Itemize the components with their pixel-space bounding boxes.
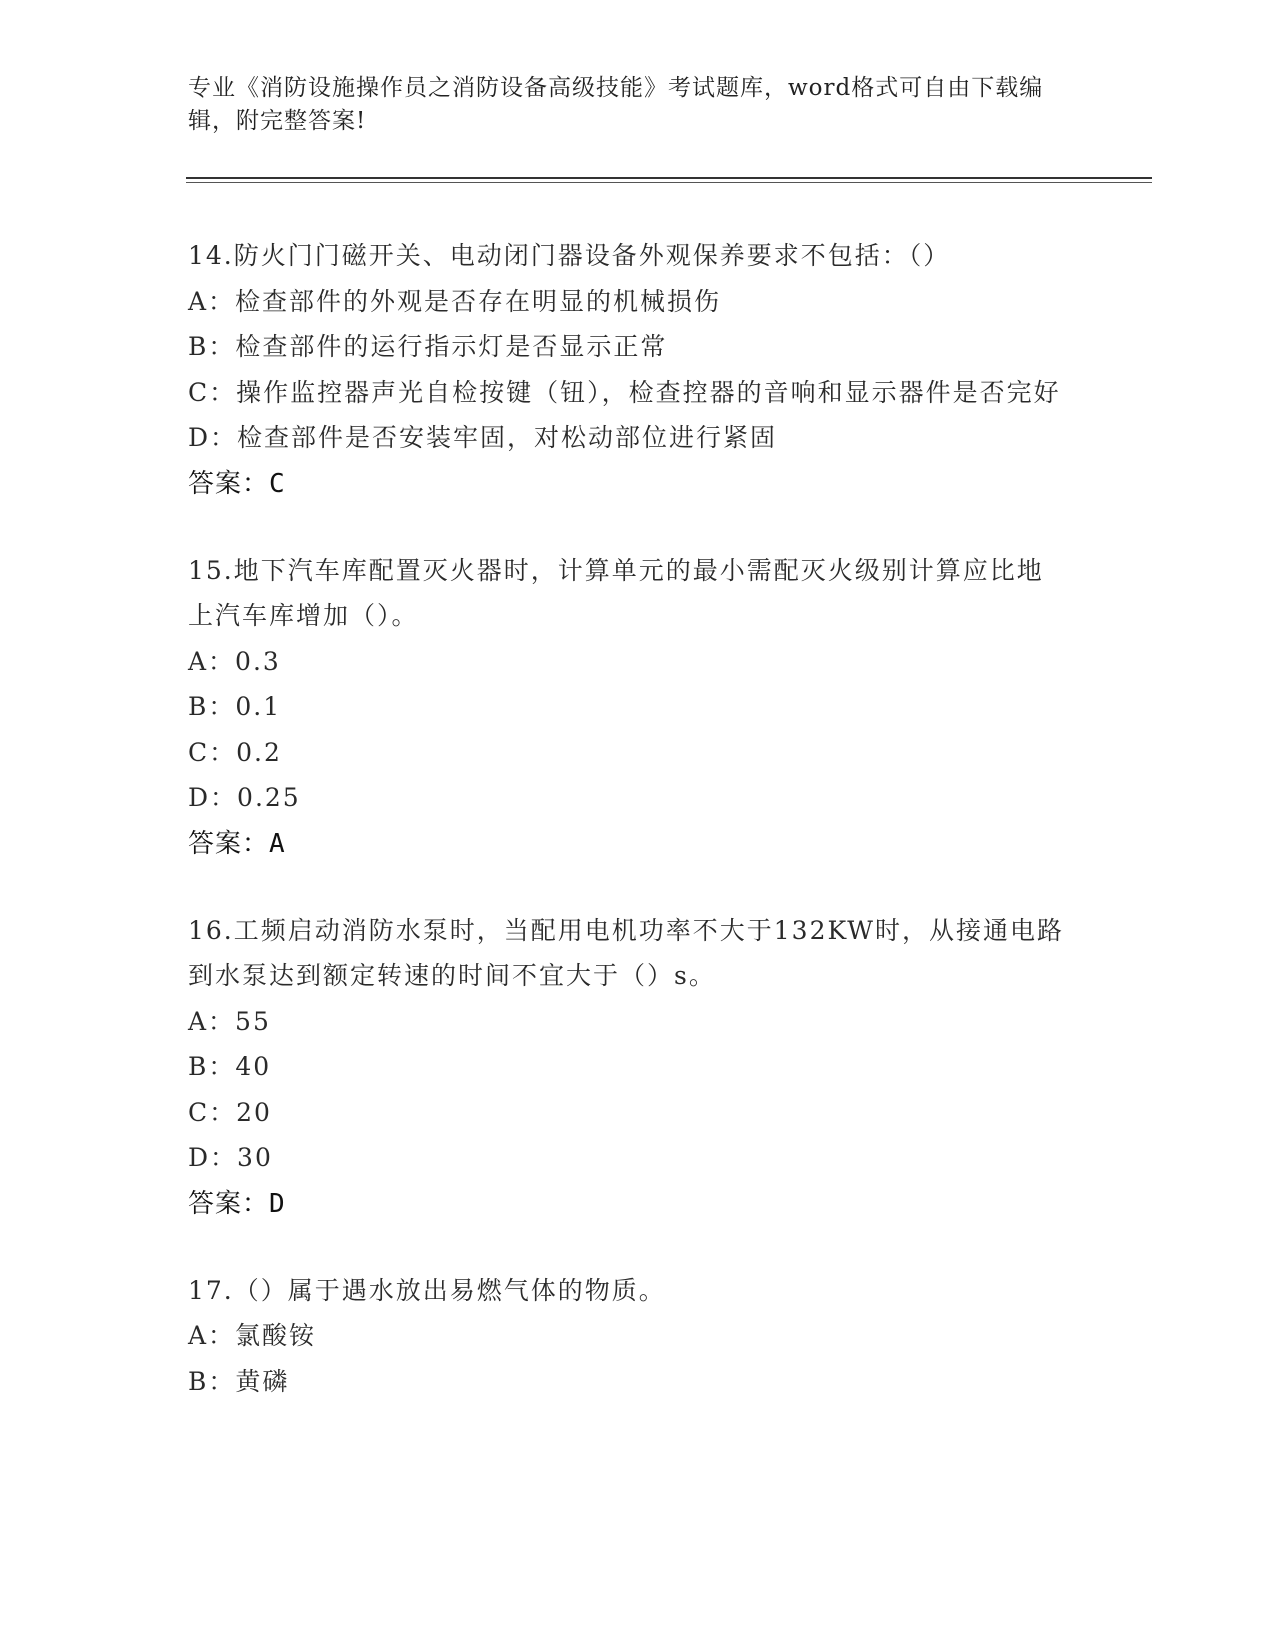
answer-label: 答案：A (188, 828, 286, 859)
answer-label: 答案：C (188, 468, 286, 499)
question-14 (188, 233, 1068, 507)
question-stem: 14.防火门门磁开关、电动闭门器设备外观保养要求不包括：（） (188, 241, 951, 270)
option-a: A：检查部件的外观是否存在明显的机械损伤 (188, 286, 722, 316)
answer-label: 答案：D (188, 1188, 286, 1219)
option-b: B：0.1 (188, 692, 282, 721)
option-d: D：0.25 (188, 783, 301, 812)
document-header: 专业《消防设施操作员之消防设备高级技能》考试题库，word格式可自由下载编辑，附完整答案! (188, 75, 1044, 134)
option-a: A：氯酸铵 (188, 1321, 317, 1350)
question-stem: 17.（）属于遇水放出易燃气体的物质。 (188, 1275, 666, 1305)
option-c: C：0.2 (188, 737, 282, 767)
option-d: D：检查部件是否安装牢固，对松动部位进行紧固 (188, 423, 778, 452)
question-16 (188, 908, 1068, 1227)
option-b: B：40 (188, 1052, 272, 1081)
question-list (188, 233, 1068, 1445)
option-d: D：30 (188, 1143, 273, 1172)
header-divider (186, 177, 1152, 179)
option-b: B：黄磷 (188, 1366, 290, 1396)
question-stem: 15.地下汽车库配置灭火器时，计算单元的最小需配灭火级别计算应比地上汽车库增加（）。 (188, 555, 1044, 630)
option-c: C：操作监控器声光自检按键（钮），检查控器的音响和显示器件是否完好 (188, 377, 1061, 407)
option-a: A：55 (188, 1006, 271, 1036)
question-17 (188, 1268, 1068, 1405)
option-c: C：20 (188, 1097, 272, 1127)
option-b: B：检查部件的运行指示灯是否显示正常 (188, 332, 668, 361)
question-stem: 16.工频启动消防水泵时，当配用电机功率不大于132KW时，从接通电路到水泵达到额定转速的时间不宜大于（）s。 (188, 915, 1064, 990)
option-a: A：0.3 (188, 646, 281, 676)
question-15 (188, 548, 1068, 867)
header-divider-thin (186, 182, 1152, 183)
